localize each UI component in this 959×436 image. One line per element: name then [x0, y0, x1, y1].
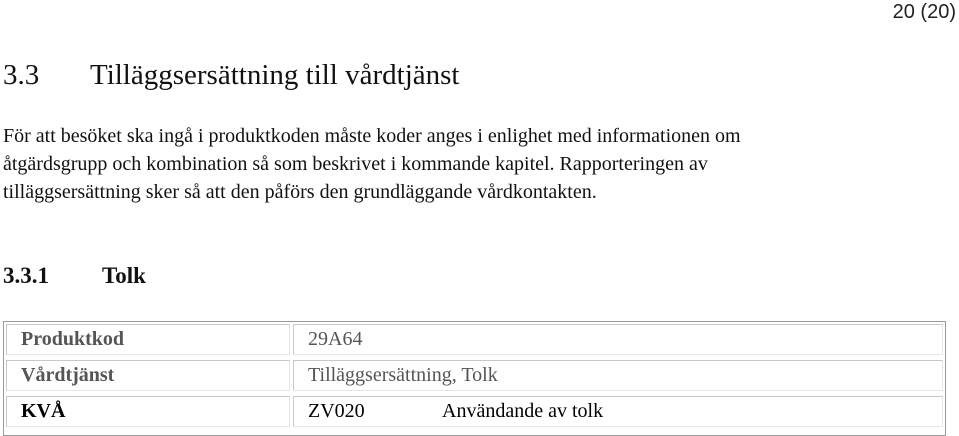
kva-label: KVÅ	[6, 396, 290, 427]
produktkod-value: 29A64	[293, 324, 943, 355]
subsection-number: 3.3.1	[3, 263, 49, 288]
body-line: tilläggsersättning sker så att den påförs den grundläggande vårdkontakten.	[3, 181, 597, 203]
page-number: 20 (20)	[892, 1, 956, 23]
body-paragraph	[3, 122, 953, 206]
product-info-table	[3, 321, 946, 436]
table-row-produktkod	[6, 324, 943, 357]
vardtjanst-label: Vårdtjänst	[6, 360, 290, 391]
kva-description: Användande av tolk	[442, 400, 604, 422]
table-row-kva	[6, 396, 943, 429]
subsection-heading	[3, 262, 146, 290]
body-line: För att besöket ska ingå i produktkoden måste koder anges i enlighet med informationen om	[3, 125, 741, 147]
vardtjanst-value: Tilläggsersättning, Tolk	[293, 360, 943, 391]
section-number: 3.3	[3, 59, 40, 91]
kva-value	[293, 396, 943, 427]
kva-code: ZV020	[308, 400, 365, 422]
produktkod-label: Produktkod	[6, 324, 290, 355]
section-heading	[3, 58, 459, 92]
body-line: åtgärdsgrupp och kombination så som beskrivet i kommande kapitel. Rapporteringen av	[3, 153, 708, 175]
section-title: Tilläggsersättning till vårdtjänst	[90, 59, 460, 91]
subsection-title: Tolk	[102, 263, 146, 288]
table-row-vardtjanst	[6, 360, 943, 393]
